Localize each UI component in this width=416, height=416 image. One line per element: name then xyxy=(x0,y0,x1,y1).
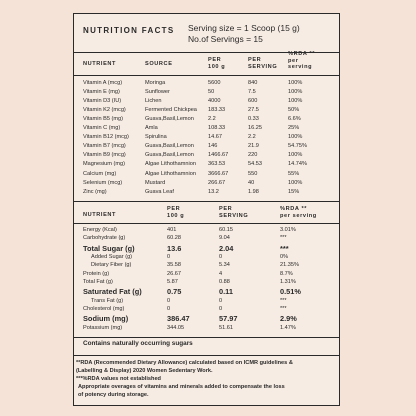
micro-table-row xyxy=(74,115,339,124)
nutrient-name: Total Fat (g) xyxy=(83,279,113,285)
value-per-serving: 2.04 xyxy=(219,243,234,253)
micro-header-perserving: PER SERVING xyxy=(248,57,278,70)
rda-note-line-1: **RDA (Recommended Dietary Allowance) calculated based on ICMR guidelines & xyxy=(76,360,293,366)
micro-table-row xyxy=(74,160,339,169)
value-per-serving: 5.34 xyxy=(219,262,230,269)
value-per-100g: 60.28 xyxy=(167,235,181,242)
macro-table-row xyxy=(74,324,339,333)
value-rda: 54.75% xyxy=(288,143,307,150)
nutrient-name: Vitamin D3 (IU) xyxy=(83,98,122,105)
value-per-serving: 40 xyxy=(248,179,255,186)
nutrient-source: Sunflower xyxy=(145,89,170,96)
micro-table-row xyxy=(74,142,339,151)
value-per-100g: 0 xyxy=(167,297,171,304)
value-per-100g: 14.67 xyxy=(208,134,222,141)
value-per-serving: 0 xyxy=(219,254,223,261)
micro-table-row xyxy=(74,97,339,106)
nutrient-source: Guava,Basil,Lemon xyxy=(145,116,194,123)
divider xyxy=(74,75,339,76)
nutrient-name: Cholesterol (mg) xyxy=(83,306,125,313)
nutrient-source: Fermented Chickpea xyxy=(145,107,197,114)
value-per-100g: 13.6 xyxy=(167,243,182,253)
nutrient-name: Selenium (mcg) xyxy=(83,179,123,186)
macro-table-row xyxy=(74,243,339,254)
value-rda: 100% xyxy=(288,179,303,186)
nutrient-name: Carbohydrate (g) xyxy=(83,235,126,242)
nutrient-name: Total Sugar (g) xyxy=(83,243,135,253)
value-per-serving: 840 xyxy=(248,80,258,86)
nutrient-source: Algae Lithothamnion xyxy=(145,170,197,177)
value-rda: 100% xyxy=(288,152,303,159)
macro-header-rda: %RDA ** per serving xyxy=(280,206,317,219)
value-per-100g: 5600 xyxy=(208,80,221,86)
nutrition-title: NUTRITION FACTS xyxy=(83,26,175,35)
divider xyxy=(74,201,339,202)
value-per-100g: 0 xyxy=(167,254,171,261)
value-rda: 3.01% xyxy=(280,227,296,233)
value-rda: 55% xyxy=(288,170,300,177)
overages-note-line-2: of potency during storage. xyxy=(78,392,149,398)
value-per-serving: 600 xyxy=(248,98,258,105)
nutrient-name: Calcium (mg) xyxy=(83,170,117,177)
sugars-note: Contains naturally occurring sugars xyxy=(83,340,193,347)
value-per-100g: 4000 xyxy=(208,98,221,105)
rda-not-established-note: ***%RDA values not established xyxy=(76,376,161,382)
value-per-100g: 386.47 xyxy=(167,314,190,324)
nutrient-source: Algae Lithothamnion xyxy=(145,161,197,168)
divider xyxy=(74,355,339,356)
nutrient-name: Vitamin E (mg) xyxy=(83,89,120,96)
value-rda: *** xyxy=(280,297,287,304)
nutrient-name: Potassium (mg) xyxy=(83,324,123,331)
value-per-serving: 27.5 xyxy=(248,107,259,114)
overages-note-line-1: Appropriate overages of vitamins and minerals added to compensate the loss xyxy=(78,384,285,390)
value-per-100g: 3666.67 xyxy=(208,170,229,177)
nutrient-name: Protein (g) xyxy=(83,270,110,277)
value-per-serving: 0.33 xyxy=(248,116,259,123)
nutrient-source: Guava,Basil,Lemon xyxy=(145,143,194,150)
value-per-100g: 50 xyxy=(208,89,215,96)
value-rda: *** xyxy=(280,243,289,253)
value-per-serving: 2.2 xyxy=(248,134,256,141)
value-per-serving: 54.53 xyxy=(248,161,262,168)
micro-table-row xyxy=(74,88,339,97)
value-per-serving: 0 xyxy=(219,297,223,304)
value-per-100g: 2.2 xyxy=(208,116,216,123)
nutrient-name: Added Sugar (g) xyxy=(91,254,133,261)
value-rda: 0.51% xyxy=(280,287,301,297)
macro-table-row xyxy=(74,286,339,297)
nutrient-name: Magnesium (mg) xyxy=(83,161,125,168)
value-rda: 8.7% xyxy=(280,270,293,277)
nutrient-name: Zinc (mg) xyxy=(83,188,107,195)
nutrition-facts-panel xyxy=(73,13,340,406)
value-per-serving: 60.15 xyxy=(219,227,233,233)
value-per-serving: 220 xyxy=(248,152,258,159)
value-per-100g: 363.53 xyxy=(208,161,226,168)
value-per-100g: 35.58 xyxy=(167,262,181,269)
micro-table-row xyxy=(74,106,339,115)
nutrient-source: Guava Leaf xyxy=(145,188,174,195)
macro-header-per100: PER 100 g xyxy=(167,206,185,219)
macro-header-nutrient: NUTRIENT xyxy=(83,212,117,218)
value-rda: 100% xyxy=(288,98,303,105)
nutrient-name: Sodium (mg) xyxy=(83,314,129,324)
nutrient-name: Vitamin B7 (mcg) xyxy=(83,143,126,150)
value-per-serving: 7.5 xyxy=(248,89,256,96)
value-per-serving: 57.97 xyxy=(219,314,238,324)
value-rda: 6.6% xyxy=(288,116,301,123)
value-rda: *** xyxy=(280,306,287,313)
nutrient-name: Vitamin B12 (mcg) xyxy=(83,134,129,141)
value-per-serving: 9.04 xyxy=(219,235,230,242)
micro-table-row xyxy=(74,151,339,160)
serving-size: Serving size = 1 Scoop (15 g) xyxy=(188,23,300,33)
divider xyxy=(74,223,339,224)
value-rda: 50% xyxy=(288,107,300,114)
value-rda: 15% xyxy=(288,188,300,195)
value-rda: 100% xyxy=(288,89,303,96)
value-rda: 100% xyxy=(288,134,303,141)
value-per-100g: 108.33 xyxy=(208,125,226,132)
nutrition-header xyxy=(74,14,339,53)
value-per-100g: 401 xyxy=(167,227,177,233)
divider xyxy=(74,337,339,338)
value-rda: 1.47% xyxy=(280,324,296,331)
macro-header-perserving: PER SERVING xyxy=(219,206,249,219)
value-per-100g: 266.67 xyxy=(208,179,226,186)
micro-header-rda: %RDA ** per serving xyxy=(288,51,315,70)
value-per-serving: 4 xyxy=(219,270,223,277)
value-per-serving: 1.98 xyxy=(248,188,259,195)
macro-table-row xyxy=(74,313,339,324)
value-rda: *** xyxy=(280,235,287,242)
nutrient-name: Dietary Fiber (g) xyxy=(91,262,132,269)
value-per-serving: 51.61 xyxy=(219,324,233,331)
micro-table-row xyxy=(74,124,339,133)
servings-count: No.of Servings = 15 xyxy=(188,34,263,44)
value-per-serving: 0 xyxy=(219,306,223,313)
nutrient-source: Lichen xyxy=(145,98,162,105)
nutrient-name: Vitamin B9 (mcg) xyxy=(83,152,126,159)
value-per-100g: 5.87 xyxy=(167,279,178,285)
value-per-100g: 1466.67 xyxy=(208,152,229,159)
value-rda: 25% xyxy=(288,125,300,132)
nutrient-name: Saturated Fat (g) xyxy=(83,287,142,297)
micro-table-row xyxy=(74,133,339,142)
nutrient-name: Vitamin A (mcg) xyxy=(83,80,123,86)
value-per-100g: 344.05 xyxy=(167,324,185,331)
nutrient-source: Spirulina xyxy=(145,134,167,141)
value-per-100g: 26.67 xyxy=(167,270,181,277)
micro-table-row xyxy=(74,170,339,179)
value-rda: 2.9% xyxy=(280,314,297,324)
nutrient-name: Vitamin B5 (mg) xyxy=(83,116,123,123)
nutrient-source: Guava,Basil,Lemon xyxy=(145,152,194,159)
value-per-100g: 0.75 xyxy=(167,287,182,297)
nutrient-name: Trans Fat (g) xyxy=(91,297,124,304)
value-rda: 100% xyxy=(288,80,303,86)
value-per-100g: 13.2 xyxy=(208,188,219,195)
nutrient-source: Mustard xyxy=(145,179,166,186)
micro-table-row xyxy=(74,179,339,188)
micro-table-row xyxy=(74,188,339,197)
value-rda: 1.31% xyxy=(280,279,296,285)
value-per-serving: 0.11 xyxy=(219,287,233,297)
value-per-serving: 21.9 xyxy=(248,143,259,150)
micro-table-row xyxy=(74,79,339,88)
value-per-100g: 146 xyxy=(208,143,218,150)
nutrient-name: Vitamin C (mg) xyxy=(83,125,121,132)
rda-note-line-2: (Labelling & Display) 2020 Women Sedentary Work. xyxy=(76,368,213,374)
value-per-serving: 550 xyxy=(248,170,258,177)
value-per-100g: 0 xyxy=(167,306,171,313)
micro-header-nutrient: NUTRIENT xyxy=(83,61,117,67)
value-rda: 21.35% xyxy=(280,262,299,269)
nutrient-source: Moringa xyxy=(145,80,166,86)
value-per-serving: 0.88 xyxy=(219,279,230,285)
nutrient-source: Amla xyxy=(145,125,158,132)
value-rda: 0% xyxy=(280,254,289,261)
value-per-100g: 183.33 xyxy=(208,107,226,114)
value-per-serving: 16.25 xyxy=(248,125,262,132)
nutrient-name: Vitamin K2 (mcg) xyxy=(83,107,126,114)
value-rda: 14.74% xyxy=(288,161,307,168)
nutrient-name: Energy (Kcal) xyxy=(83,227,117,233)
micro-header-source: SOURCE xyxy=(145,61,173,67)
micro-header-per100: PER 100 g xyxy=(208,57,226,70)
